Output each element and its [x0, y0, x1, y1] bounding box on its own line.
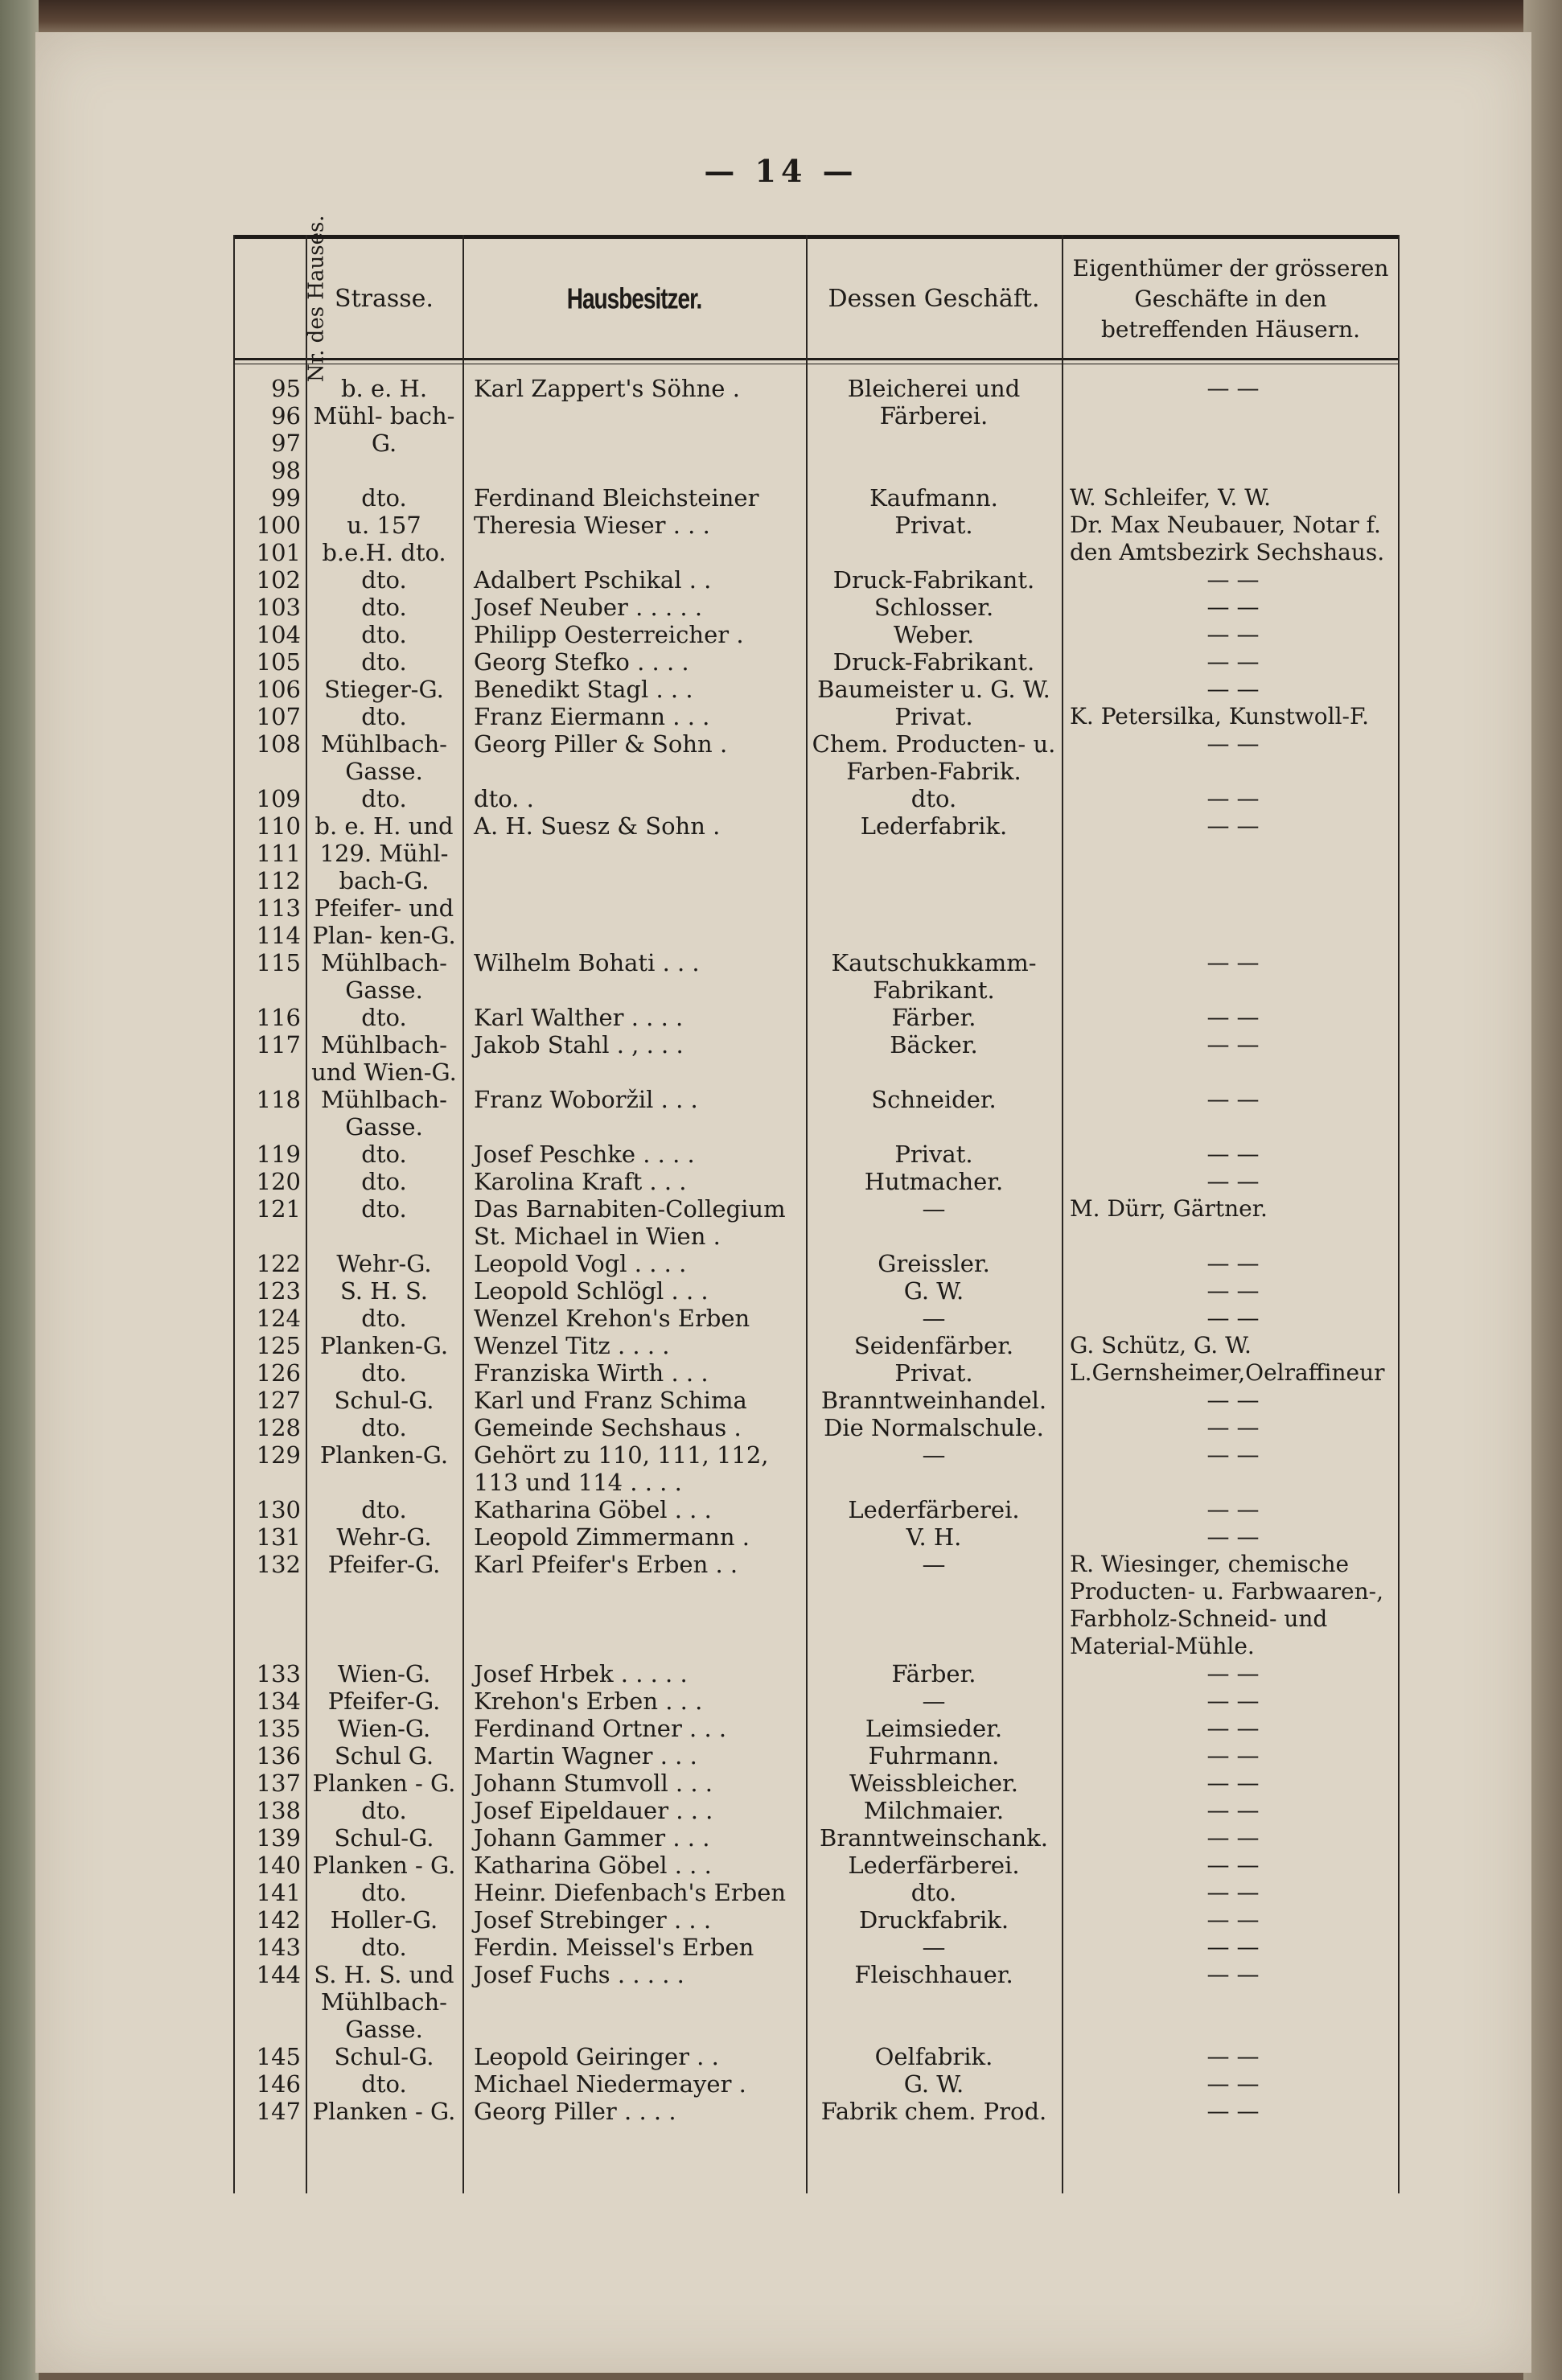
major-owner-cell: — —: [1206, 1031, 1260, 1058]
major-owner-cell: L.Gernsheimer,Oelraffineur: [1070, 1359, 1385, 1386]
table-row: [233, 785, 1400, 812]
house-owner-cell: Benedikt Stagl . . .: [474, 676, 693, 703]
major-owner-cell: Dr. Max Neubauer, Notar f. den Amtsbezirk Sechshaus.: [1070, 512, 1385, 565]
business-cell: Milchmaier.: [863, 1797, 1005, 1824]
street-name-cell: dto.: [361, 621, 407, 648]
street-name-cell: b. e. H. Mühl- bach-G.: [313, 375, 455, 457]
major-owner-cell: — —: [1206, 1852, 1260, 1878]
business-cell: Branntweinschank.: [820, 1824, 1048, 1852]
street-name-cell: dto.: [361, 703, 407, 730]
street-name-cell: Planken-G.: [319, 1441, 449, 1469]
header-row: [233, 235, 1400, 364]
street-name-cell: dto.: [361, 1414, 407, 1441]
table-row: [233, 484, 1400, 512]
house-owner-cell: Josef Fuchs . . . . .: [474, 1961, 684, 1988]
table-row: [233, 1305, 1400, 1332]
house-owner-cell: Leopold Vogl . . . .: [474, 1250, 687, 1277]
table-row: [233, 2043, 1400, 2070]
street-name-cell: u. 157 b.e.H. dto.: [322, 512, 446, 566]
house-owner-cell: Leopold Schlögl . . .: [474, 1277, 709, 1305]
table-row: [233, 703, 1400, 730]
house-number-cell: 134: [256, 1687, 301, 1715]
business-cell: Baumeister u. G. W.: [817, 676, 1050, 703]
business-cell: Kaufmann.: [869, 484, 998, 512]
table-row: [233, 1332, 1400, 1359]
table-row: [233, 1715, 1400, 1742]
street-name-cell: Planken - G.: [312, 1770, 456, 1797]
table-row: [233, 1660, 1400, 1687]
house-owner-cell: Das Barnabiten-Collegium St. Michael in Wien .: [474, 1195, 786, 1250]
table-row: [233, 2098, 1400, 2125]
street-name-cell: dto.: [361, 2070, 407, 2098]
table-row: [233, 512, 1400, 566]
house-owner-cell: Karl Walther . . . .: [474, 1004, 684, 1031]
street-name-cell: Planken - G.: [312, 1852, 456, 1879]
major-owner-cell: W. Schleifer, V. W.: [1070, 484, 1272, 511]
major-owner-cell: — —: [1206, 1414, 1260, 1441]
major-owner-cell: — —: [1206, 1660, 1260, 1687]
house-owner-cell: Josef Peschke . . . .: [474, 1141, 695, 1168]
business-cell: Privat.: [894, 512, 973, 539]
business-cell: Weber.: [893, 621, 975, 648]
business-cell: Druckfabrik.: [858, 1906, 1009, 1934]
table-row: [233, 1906, 1400, 1934]
major-owner-cell: — —: [1206, 1086, 1260, 1112]
street-name-cell: Pfeifer-G.: [327, 1687, 441, 1715]
business-cell: —: [922, 1934, 946, 1961]
house-owner-cell: Karl und Franz Schima: [474, 1387, 747, 1414]
street-name-cell: dto.: [361, 566, 407, 594]
street-name-cell: dto.: [361, 648, 407, 676]
business-cell: Bleicherei und Färberei.: [847, 375, 1021, 430]
street-name-cell: dto.: [361, 1934, 407, 1961]
major-owner-cell: — —: [1206, 1770, 1260, 1796]
header-major-owner: Eigenthümer der grösseren Geschäfte in den betreffenden Häusern.: [1072, 255, 1389, 343]
business-cell: Druck-Fabrikant.: [832, 648, 1035, 676]
table-row: [233, 621, 1400, 648]
street-name-cell: dto.: [361, 1879, 407, 1906]
table-row: [233, 730, 1400, 785]
street-name-cell: Mühlbach- und Wien-G.: [311, 1031, 457, 1086]
street-name-cell: dto.: [361, 1797, 407, 1824]
house-owner-cell: Georg Piller & Sohn .: [474, 730, 728, 758]
house-owner-cell: Ferdinand Ortner . . .: [474, 1715, 727, 1742]
street-name-cell: dto.: [361, 484, 407, 512]
major-owner-cell: — —: [1206, 1879, 1260, 1905]
house-owner-cell: Ferdin. Meissel's Erben: [474, 1934, 754, 1961]
business-cell: Die Normalschule.: [824, 1414, 1044, 1441]
house-owner-cell: Johann Gammer . . .: [474, 1824, 710, 1852]
table-row: [233, 1441, 1400, 1496]
business-cell: Fuhrmann.: [868, 1742, 1000, 1770]
house-owner-cell: Josef Eipeldauer . . .: [474, 1797, 713, 1824]
street-name-cell: Planken-G.: [319, 1332, 449, 1359]
house-number-cell: 115: [256, 949, 301, 976]
table-row: [233, 1852, 1400, 1879]
major-owner-cell: R. Wiesinger, chemische Producten- u. Farbwaaren-, Farbholz-Schneid- und Material-Mühle.: [1070, 1551, 1384, 1659]
house-owner-cell: Philipp Oesterreicher .: [474, 621, 744, 648]
street-name-cell: dto.: [361, 594, 407, 621]
table-row: [233, 1250, 1400, 1277]
table-spacer-row: [233, 364, 1400, 375]
major-owner-cell: — —: [1206, 1441, 1260, 1468]
table-row: [233, 1195, 1400, 1250]
major-owner-cell: — —: [1206, 730, 1260, 757]
street-name-cell: Pfeifer-G.: [327, 1551, 441, 1578]
table-row: [233, 1797, 1400, 1824]
street-name-cell: Mühlbach- Gasse.: [321, 730, 447, 785]
business-cell: Fleischhauer.: [854, 1961, 1013, 1988]
house-number-cell: 119: [256, 1141, 301, 1168]
house-owner-cell: Katharina Göbel . . .: [474, 1496, 712, 1523]
street-name-cell: Wien-G.: [337, 1660, 431, 1687]
business-cell: Branntweinhandel.: [820, 1387, 1047, 1414]
major-owner-cell: — —: [1206, 1004, 1260, 1030]
street-name-cell: dto.: [361, 1168, 407, 1195]
house-number-cell: 132: [256, 1551, 301, 1578]
table-row: [233, 1168, 1400, 1195]
major-owner-cell: — —: [1206, 1387, 1260, 1413]
house-number-cell: 108: [256, 730, 301, 758]
house-owner-cell: Ferdinand Bleichsteiner: [474, 484, 759, 512]
major-owner-cell: — —: [1206, 1906, 1260, 1933]
major-owner-cell: — —: [1206, 1250, 1260, 1276]
street-name-cell: Schul-G.: [334, 1824, 434, 1852]
house-number-cell: 129: [256, 1441, 301, 1469]
table-row: [233, 594, 1400, 621]
business-cell: Färber.: [891, 1660, 976, 1687]
table-row: [233, 375, 1400, 484]
table-row: [233, 949, 1400, 1004]
book-edge-top: [0, 0, 1562, 35]
business-cell: G. W.: [903, 1277, 964, 1305]
business-cell: Bäcker.: [890, 1031, 978, 1058]
house-owner-cell: Jakob Stahl . , . . .: [474, 1031, 684, 1058]
major-owner-cell: — —: [1206, 1742, 1260, 1769]
house-number-cell: 145: [256, 2043, 301, 2070]
house-number-cell: 126: [256, 1359, 301, 1387]
street-name-cell: Schul G.: [334, 1742, 434, 1770]
major-owner-cell: — —: [1206, 566, 1260, 593]
table-row: [233, 1387, 1400, 1414]
table-row: [233, 1141, 1400, 1168]
header-street: Strasse.: [335, 284, 434, 313]
business-cell: —: [922, 1551, 946, 1578]
business-cell: Privat.: [894, 703, 973, 730]
house-number-cell: 104: [256, 621, 301, 648]
major-owner-cell: — —: [1206, 594, 1260, 620]
major-owner-cell: M. Dürr, Gärtner.: [1070, 1195, 1268, 1222]
header-business: Dessen Geschäft.: [828, 284, 1040, 313]
table-row: [233, 1496, 1400, 1523]
street-name-cell: dto.: [361, 1195, 407, 1223]
house-owner-cell: Franz Eiermann . . .: [474, 703, 710, 730]
major-owner-cell: — —: [1206, 2098, 1260, 2124]
table-row: [233, 1879, 1400, 1906]
street-name-cell: dto.: [361, 1496, 407, 1523]
house-owner-cell: Karolina Kraft . . .: [474, 1168, 687, 1195]
house-owner-cell: Karl Zappert's Söhne .: [474, 375, 740, 402]
page-number: — 14 —: [704, 153, 858, 189]
house-number-cell: 121: [256, 1195, 301, 1223]
major-owner-cell: — —: [1206, 1961, 1260, 1987]
business-cell: Weissbleicher.: [849, 1770, 1018, 1797]
business-cell: —: [922, 1305, 946, 1332]
business-cell: Greissler.: [878, 1250, 990, 1277]
major-owner-cell: — —: [1206, 1168, 1260, 1194]
street-name-cell: Holler-G.: [330, 1906, 438, 1934]
house-number-cell: 123: [256, 1277, 301, 1305]
house-number-cell: 144: [256, 1961, 301, 1988]
house-number-cell: 147: [256, 2098, 301, 2125]
table-row: [233, 1359, 1400, 1387]
table-row: [233, 1824, 1400, 1852]
house-owner-cell: Wilhelm Bohati . . .: [474, 949, 700, 976]
street-name-cell: Planken - G.: [312, 2098, 456, 2125]
table-row: [233, 812, 1400, 949]
street-name-cell: Wehr-G.: [336, 1523, 432, 1551]
table-row: [233, 1414, 1400, 1441]
street-name-cell: Schul-G.: [334, 2043, 434, 2070]
house-owner-cell: Josef Strebinger . . .: [474, 1906, 712, 1934]
street-name-cell: S. H. S.: [339, 1277, 429, 1305]
house-owner-cell: Josef Hrbek . . . . .: [474, 1660, 688, 1687]
table-row: [233, 1086, 1400, 1141]
house-number-cell: 105: [256, 648, 301, 676]
street-name-cell: dto.: [361, 1359, 407, 1387]
major-owner-cell: — —: [1206, 1496, 1260, 1523]
major-owner-cell: — —: [1206, 1715, 1260, 1741]
table-row: [233, 1934, 1400, 1961]
business-cell: —: [922, 1195, 946, 1223]
business-cell: Fabrik chem. Prod.: [820, 2098, 1047, 2125]
business-cell: Lederfärberei.: [848, 1852, 1020, 1879]
house-number-cell: 95 96 97 98: [271, 375, 301, 484]
house-owner-cell: Karl Pfeifer's Erben . .: [474, 1551, 738, 1578]
house-number-cell: 117: [256, 1031, 301, 1058]
house-number-cell: 136: [256, 1742, 301, 1770]
street-name-cell: dto.: [361, 1305, 407, 1332]
street-name-cell: Schul-G.: [334, 1387, 434, 1414]
business-cell: V. H.: [906, 1523, 962, 1551]
major-owner-cell: — —: [1206, 1141, 1260, 1167]
house-number-cell: 137: [256, 1770, 301, 1797]
business-cell: Lederfärberei.: [848, 1496, 1020, 1523]
business-cell: dto.: [910, 1879, 957, 1906]
table-row: [233, 1031, 1400, 1086]
business-cell: Druck-Fabrikant.: [832, 566, 1035, 594]
house-number-cell: 133: [256, 1660, 301, 1687]
house-owner-cell: Franz Woboržil . . .: [474, 1086, 698, 1113]
house-owner-cell: Martin Wagner . . .: [474, 1742, 697, 1770]
business-cell: Privat.: [894, 1141, 973, 1168]
house-owner-cell: Krehon's Erben . . .: [474, 1687, 703, 1715]
table-row: [233, 1277, 1400, 1305]
house-owner-cell: Georg Piller . . . .: [474, 2098, 676, 2125]
house-owner-cell: Georg Stefko . . . .: [474, 648, 689, 676]
house-number-cell: 143: [256, 1934, 301, 1961]
house-number-cell: 100 101: [256, 512, 301, 566]
street-name-cell: S. H. S. und Mühlbach- Gasse.: [314, 1961, 454, 2043]
house-owner-cell: Gemeinde Sechshaus .: [474, 1414, 742, 1441]
business-cell: —: [922, 1687, 946, 1715]
street-name-cell: dto.: [361, 1141, 407, 1168]
business-cell: dto.: [910, 785, 957, 812]
business-cell: Lederfabrik.: [860, 812, 1008, 840]
major-owner-cell: — —: [1206, 1824, 1260, 1851]
major-owner-cell: — —: [1206, 1687, 1260, 1714]
house-number-cell: 130: [256, 1496, 301, 1523]
house-owner-cell: Josef Neuber . . . . .: [474, 594, 703, 621]
major-owner-cell: — —: [1206, 785, 1260, 812]
house-number-cell: 140: [256, 1852, 301, 1879]
major-owner-cell: — —: [1206, 1797, 1260, 1823]
major-owner-cell: — —: [1206, 2070, 1260, 2097]
table-row: [233, 676, 1400, 703]
table-row: [233, 1687, 1400, 1715]
house-number-cell: 110 111 112 113 114: [256, 812, 301, 949]
house-number-cell: 120: [256, 1168, 301, 1195]
house-number-cell: 118: [256, 1086, 301, 1113]
business-cell: Chem. Producten- u. Farben-Fabrik.: [812, 730, 1056, 785]
table-row: [233, 1523, 1400, 1551]
house-owner-cell: Leopold Zimmermann .: [474, 1523, 750, 1551]
table-row: [233, 648, 1400, 676]
house-owner-cell: A. H. Suesz & Sohn .: [474, 812, 721, 840]
house-number-cell: 142: [256, 1906, 301, 1934]
major-owner-cell: — —: [1206, 621, 1260, 647]
house-number-cell: 102: [256, 566, 301, 594]
major-owner-cell: — —: [1206, 812, 1260, 839]
business-cell: Schlosser.: [873, 594, 994, 621]
house-number-cell: 139: [256, 1824, 301, 1852]
house-number-cell: 109: [256, 785, 301, 812]
house-owner-cell: Franziska Wirth . . .: [474, 1359, 709, 1387]
table-row: [233, 1551, 1400, 1660]
house-owner-cell: Heinr. Diefenbach's Erben: [474, 1879, 787, 1906]
house-number-cell: 125: [256, 1332, 301, 1359]
house-owner-cell: Gehört zu 110, 111, 112, 113 und 114 . . . .: [474, 1441, 769, 1496]
street-name-cell: Mühlbach- Gasse.: [321, 1086, 447, 1141]
business-cell: G. W.: [903, 2070, 964, 2098]
house-owner-cell: Adalbert Pschikal . .: [474, 566, 712, 594]
table-row: [233, 1004, 1400, 1031]
house-number-cell: 122: [256, 1250, 301, 1277]
house-owner-cell: Michael Niedermayer .: [474, 2070, 746, 2098]
business-cell: Färber.: [891, 1004, 976, 1031]
business-cell: Leimsieder.: [865, 1715, 1003, 1742]
major-owner-cell: — —: [1206, 1523, 1260, 1550]
table-row: [233, 2070, 1400, 2098]
table-row: [233, 1742, 1400, 1770]
street-name-cell: dto.: [361, 1004, 407, 1031]
street-name-cell: Mühlbach- Gasse.: [321, 949, 447, 1004]
business-cell: Privat.: [894, 1359, 973, 1387]
street-name-cell: Stieger-G.: [324, 676, 444, 703]
street-name-cell: Wehr-G.: [336, 1250, 432, 1277]
street-name-cell: Wien-G.: [337, 1715, 431, 1742]
major-owner-cell: — —: [1206, 1934, 1260, 1960]
header-owner: Hausbesitzer.: [566, 282, 702, 315]
business-cell: Hutmacher.: [864, 1168, 1004, 1195]
major-owner-cell: K. Petersilka, Kunstwoll-F.: [1070, 703, 1369, 730]
house-number-cell: 138: [256, 1797, 301, 1824]
major-owner-cell: — —: [1206, 1277, 1260, 1304]
major-owner-cell: — —: [1206, 949, 1260, 976]
business-cell: Kautschukkamm- Fabrikant.: [831, 949, 1037, 1004]
house-number-cell: 106: [256, 676, 301, 703]
house-number-cell: 99: [271, 484, 301, 512]
register-table: [233, 215, 1400, 2125]
house-number-cell: 107: [256, 703, 301, 730]
table-row: [233, 1961, 1400, 2043]
house-owner-cell: dto. .: [474, 785, 534, 812]
major-owner-cell: — —: [1206, 648, 1260, 675]
house-owner-cell: Leopold Geiringer . .: [474, 2043, 719, 2070]
major-owner-cell: — —: [1206, 676, 1260, 702]
business-cell: Oelfabrik.: [874, 2043, 993, 2070]
table-row: [233, 1770, 1400, 1797]
house-number-cell: 135: [256, 1715, 301, 1742]
table-row: [233, 566, 1400, 594]
house-number-cell: 141: [256, 1879, 301, 1906]
house-owner-cell: Theresia Wieser . . .: [474, 512, 710, 539]
house-owner-cell: Wenzel Krehon's Erben: [474, 1305, 750, 1332]
house-number-cell: 124: [256, 1305, 301, 1332]
house-number-cell: 131: [256, 1523, 301, 1551]
street-name-cell: dto.: [361, 785, 407, 812]
house-number-cell: 116: [256, 1004, 301, 1031]
house-number-cell: 127: [256, 1387, 301, 1414]
major-owner-cell: — —: [1206, 2043, 1260, 2070]
major-owner-cell: G. Schütz, G. W.: [1070, 1332, 1252, 1359]
business-cell: Schneider.: [871, 1086, 997, 1113]
house-number-cell: 128: [256, 1414, 301, 1441]
business-cell: —: [922, 1441, 946, 1469]
business-cell: Seidenfärber.: [853, 1332, 1014, 1359]
house-owner-cell: Katharina Göbel . . .: [474, 1852, 712, 1879]
street-name-cell: b. e. H. und 129. Mühl- bach-G. Pfeifer- und Plan- ken-G.: [312, 812, 456, 949]
house-number-cell: 103: [256, 594, 301, 621]
house-number-cell: 146: [256, 2070, 301, 2098]
header-nr: Nr. des Hauses.: [304, 215, 329, 383]
major-owner-cell: — —: [1206, 375, 1260, 401]
house-owner-cell: Wenzel Titz . . . .: [474, 1332, 670, 1359]
major-owner-cell: — —: [1206, 1305, 1260, 1331]
house-owner-cell: Johann Stumvoll . . .: [474, 1770, 713, 1797]
book-edge-left: [0, 0, 39, 2380]
